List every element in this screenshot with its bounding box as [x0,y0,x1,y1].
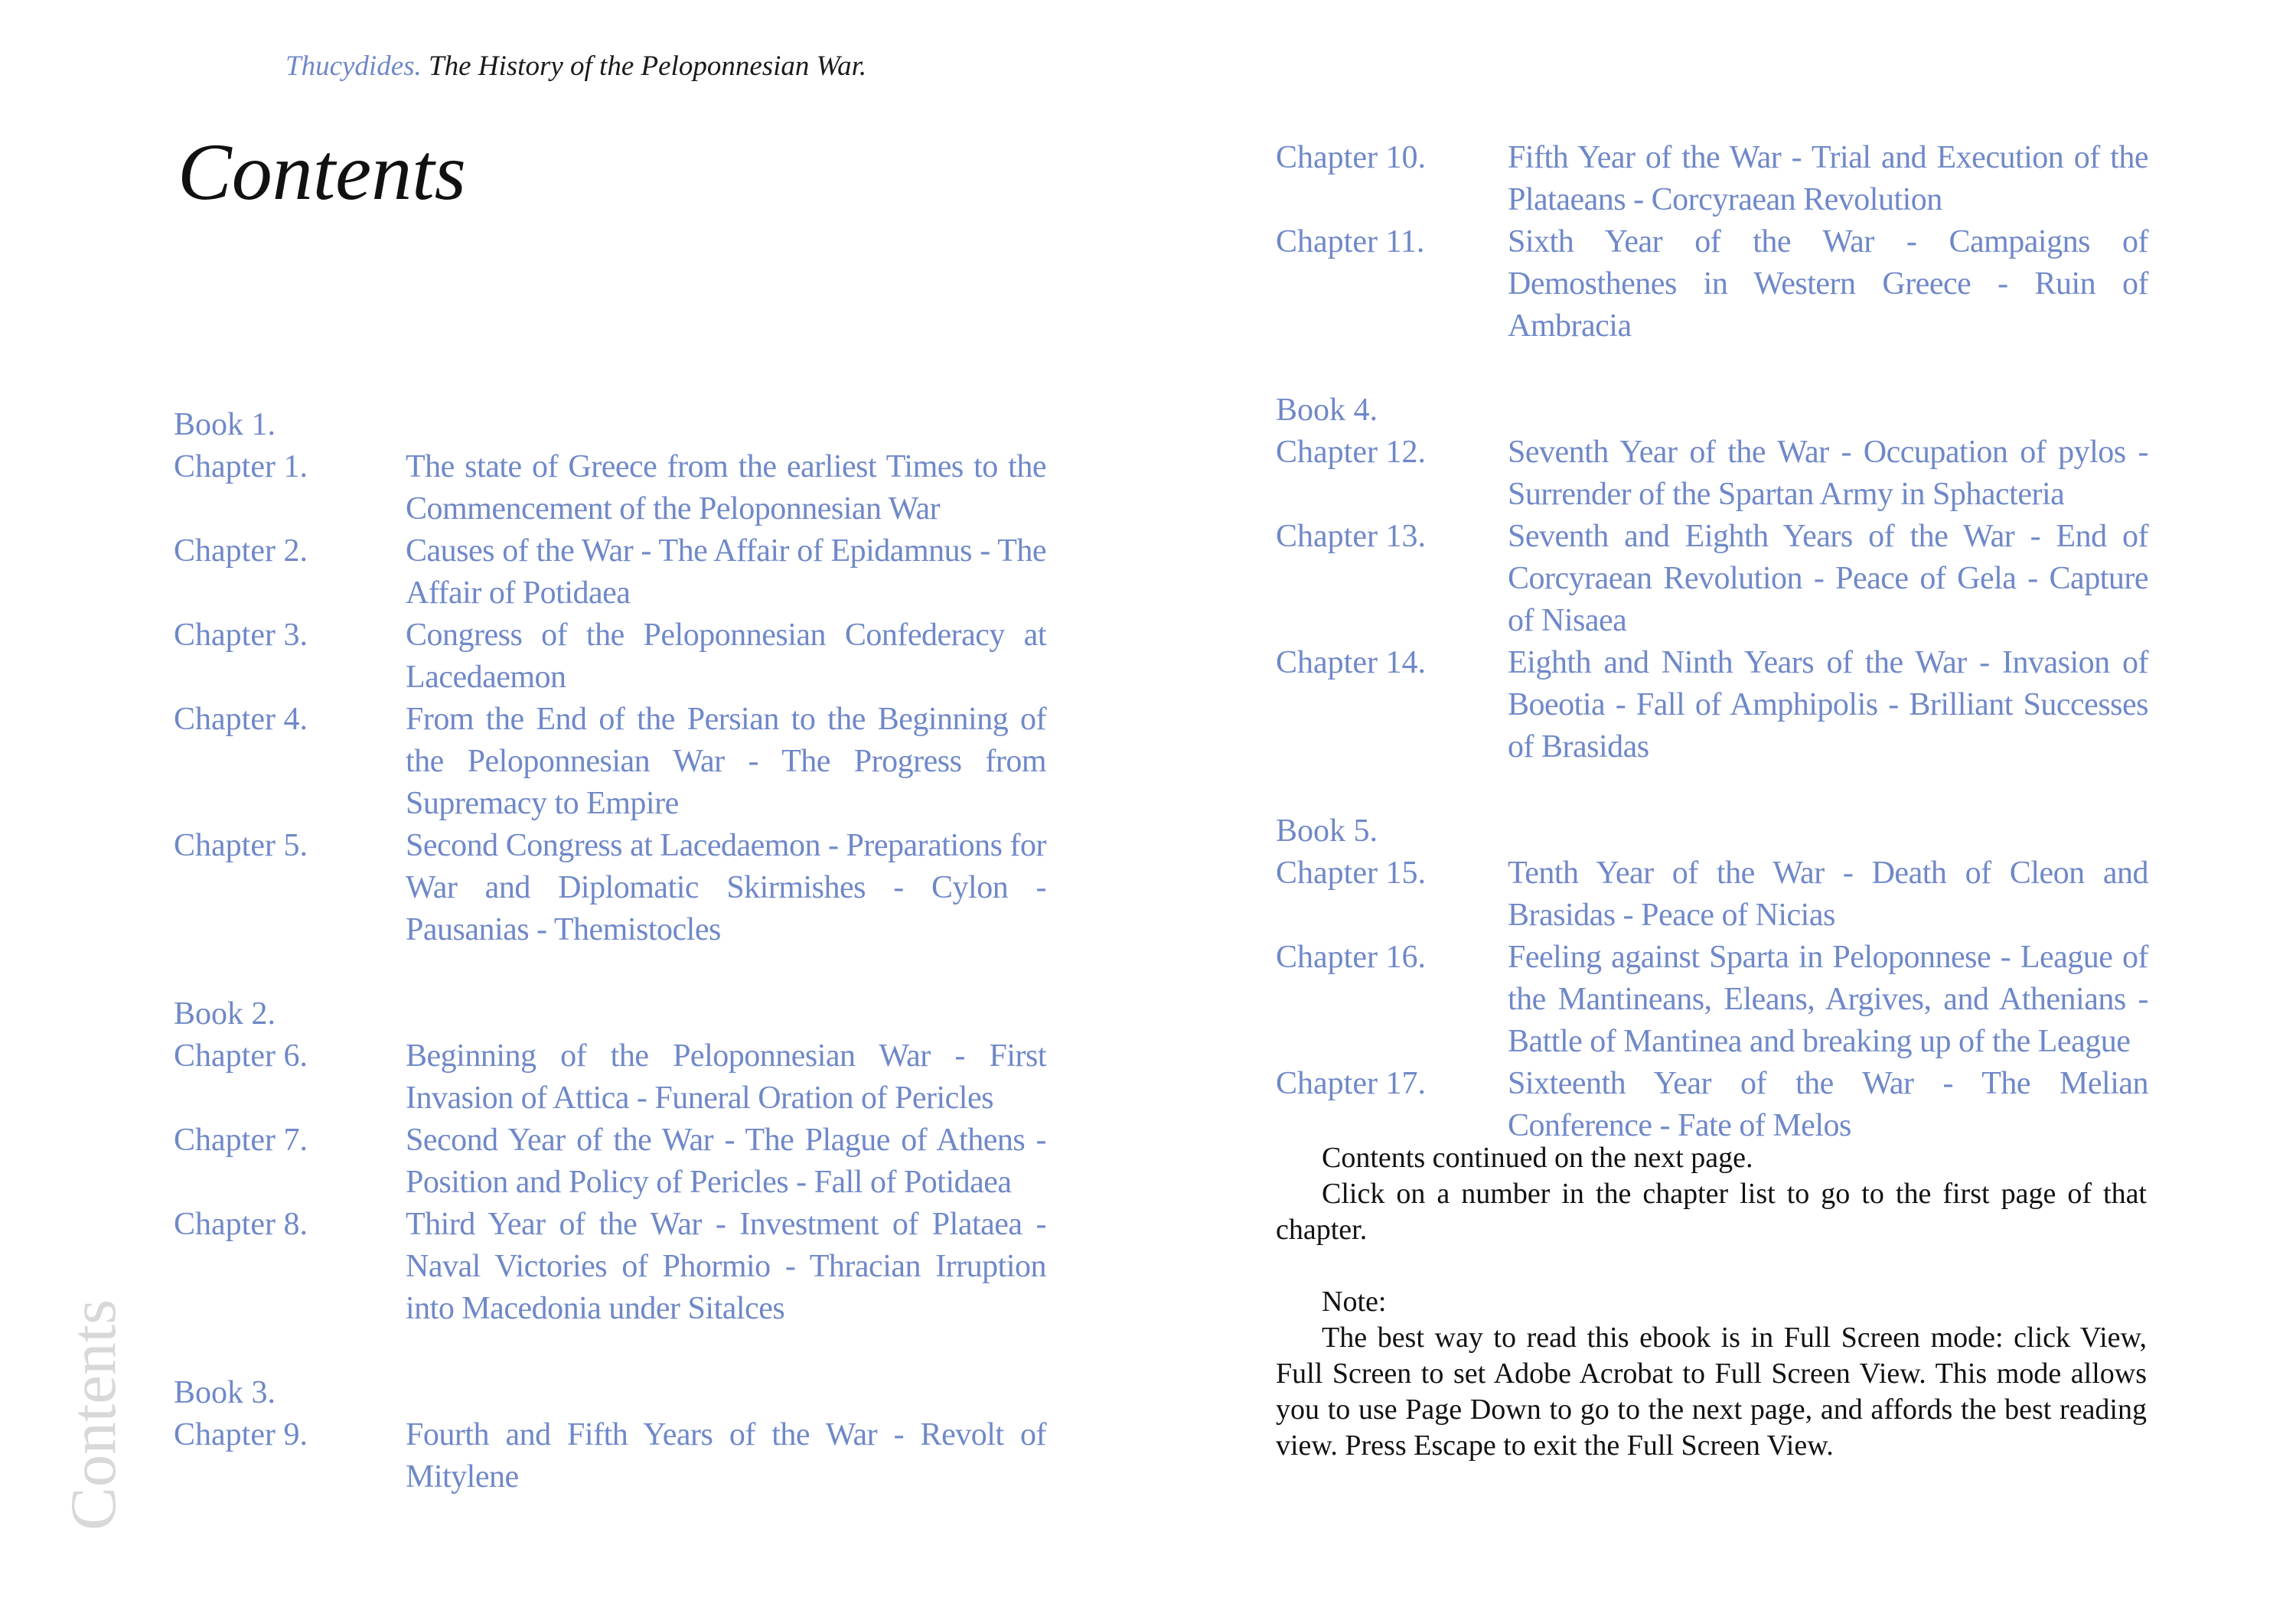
chapter-number-link[interactable]: Chapter 17. [1276,1066,1426,1101]
running-head-author: Thucydides. [285,51,422,82]
note-body: The best way to read this ebook is in Full Screen mode: click View, Full Screen to set Adobe Acrobat to Full Screen View. This mode allows you to use Page Down to go to the next page, and affords the best reading view. Press Escape to exit the Full Screen View. [1276,1322,2147,1462]
chapter-title: Beginning of the Peloponnesian War - First Invasion of Attica - Funeral Oration of Pericles [406,1038,1046,1116]
toc-chapter-3 [174,614,1046,699]
chapter-number-link[interactable]: Chapter 7. [174,1123,308,1158]
toc-chapter-10 [1276,137,2148,221]
toc-chapter-5 [174,825,1046,951]
chapter-title: Eighth and Ninth Years of the War - Invasion of Boeotia - Fall of Amphipolis - Brilliant Successes of Brasidas [1508,645,2148,764]
click-hint-note: Click on a number in the chapter list to go to the first page of that chapter. [1276,1178,2147,1246]
chapter-number-link[interactable]: Chapter 3. [174,618,308,653]
toc-chapter-14 [1276,642,2148,768]
chapter-title: Fourth and Fifth Years of the War - Revolt of Mitylene [406,1417,1046,1495]
book-label: Book 4. [1276,393,1378,428]
toc-chapter-13 [1276,516,2148,642]
chapter-number-link[interactable]: Chapter 8. [174,1207,308,1242]
side-tab-label: Contents [57,1299,129,1530]
toc-chapter-1 [174,446,1046,530]
chapter-title: Fifth Year of the War - Trial and Execution of the Plataeans - Corcyraean Revolution [1508,140,2148,217]
chapter-title: Sixteenth Year of the War - The Melian Conference - Fate of Melos [1508,1066,2148,1143]
chapter-title: Seventh and Eighth Years of the War - End of Corcyraean Revolution - Peace of Gela - Capture of Nisaea [1508,519,2148,638]
note-heading: Note: [1322,1286,1387,1318]
chapter-title: Sixth Year of the War - Campaigns of Demosthenes in Western Greece - Ruin of Ambracia [1508,224,2148,344]
toc-book-3-continued [1276,137,2148,347]
book-label: Book 3. [174,1375,276,1410]
chapter-title: Third Year of the War - Investment of Plataea - Naval Victories of Phormio - Thracian Irruption into Macedonia under Sitalces [406,1207,1046,1326]
notes-spacer [1276,1248,2147,1284]
toc-chapter-4 [174,699,1046,825]
toc-book-4 [1276,390,2148,768]
chapter-number-link[interactable]: Chapter 2. [174,533,308,569]
book-label: Book 1. [174,407,276,442]
chapter-title: Second Congress at Lacedaemon - Preparations for War and Diplomatic Skirmishes - Cylon - Pausanias - Themistocles [406,828,1046,947]
toc-left-column [174,404,1046,1540]
toc-chapter-15 [1276,852,2148,937]
toc-chapter-7 [174,1120,1046,1204]
chapter-number-link[interactable]: Chapter 9. [174,1417,308,1452]
book-label: Book 5. [1276,813,1378,849]
toc-book-2 [174,993,1046,1330]
toc-chapter-12 [1276,432,2148,516]
contents-continued-note: Contents continued on the next page. [1322,1142,1753,1174]
chapter-title: The state of Greece from the earliest Times to the Commencement of the Peloponnesian War [406,449,1046,526]
chapter-number-link[interactable]: Chapter 11. [1276,224,1425,259]
toc-chapter-11 [1276,221,2148,347]
toc-chapter-2 [174,530,1046,614]
chapter-title: Second Year of the War - The Plague of Athens - Position and Policy of Pericles - Fall of Potidaea [406,1123,1046,1200]
page-title: Contents [178,127,466,217]
chapter-number-link[interactable]: Chapter 10. [1276,140,1426,175]
chapter-title: Feeling against Sparta in Peloponnese - League of the Mantineans, Eleans, Argives, and Athenians - Battle of Mantinea and breaking up of the League [1508,940,2148,1059]
chapter-number-link[interactable]: Chapter 13. [1276,519,1426,554]
toc-chapter-17 [1276,1063,2148,1147]
chapter-title: Seventh Year of the War - Occupation of pylos - Surrender of the Spartan Army in Sphacteria [1508,435,2148,512]
chapter-title: From the End of the Persian to the Beginning of the Peloponnesian War - The Progress from Supremacy to Empire [406,702,1046,821]
chapter-number-link[interactable]: Chapter 1. [174,449,308,484]
toc-book-5 [1276,810,2148,1147]
toc-chapter-16 [1276,937,2148,1063]
chapter-title: Tenth Year of the War - Death of Cleon and Brasidas - Peace of Nicias [1508,856,2148,933]
reading-notes [1276,1140,2147,1464]
book-label: Book 2. [174,996,276,1032]
toc-chapter-9 [174,1414,1046,1498]
chapter-number-link[interactable]: Chapter 14. [1276,645,1426,680]
chapter-number-link[interactable]: Chapter 6. [174,1038,308,1074]
chapter-number-link[interactable]: Chapter 5. [174,828,308,863]
chapter-title: Causes of the War - The Affair of Epidamnus - The Affair of Potidaea [406,533,1046,611]
toc-book-1 [174,404,1046,951]
toc-chapter-6 [174,1035,1046,1120]
toc-book-3 [174,1372,1046,1498]
chapter-title: Congress of the Peloponnesian Confederacy at Lacedaemon [406,618,1046,695]
chapter-number-link[interactable]: Chapter 12. [1276,435,1426,470]
running-head [285,52,866,80]
toc-chapter-8 [174,1204,1046,1330]
running-head-work-title: The History of the Peloponnesian War. [429,51,867,82]
chapter-number-link[interactable]: Chapter 15. [1276,856,1426,891]
toc-right-column [1276,137,2148,1189]
chapter-number-link[interactable]: Chapter 16. [1276,940,1426,975]
chapter-number-link[interactable]: Chapter 4. [174,702,308,737]
